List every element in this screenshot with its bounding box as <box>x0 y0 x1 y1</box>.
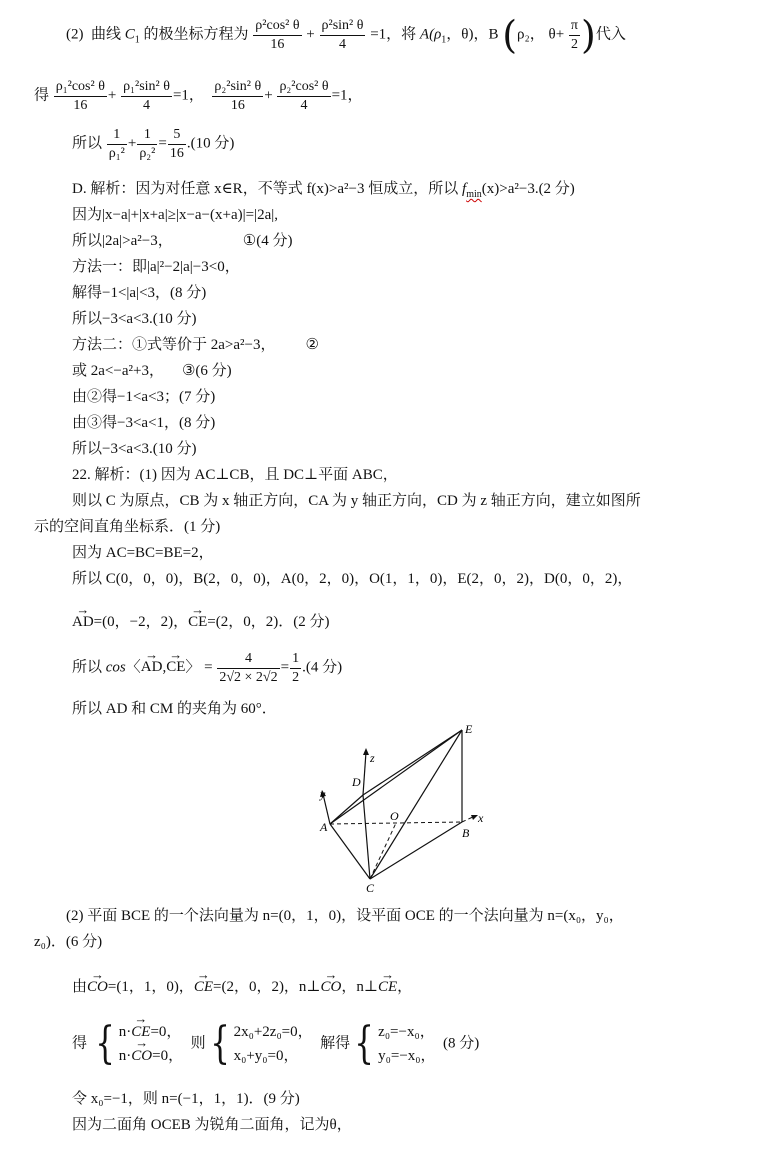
edge-CD <box>363 795 370 879</box>
q22-line1: 22. 解析：(1) 因为 AC⊥CB，且 DC⊥平面 ABC， <box>72 467 398 483</box>
cos-line: 所以 cos〈→ AD,→ CE〉 = $\frac{4}{2√2 \times 2√2}$ = $\frac{1}{2}$ .(4 分) <box>72 650 342 686</box>
label-E: E <box>465 722 473 736</box>
part2-vectors: 由→ CO=(1，1，0)，→ CE=(2，0，2)，n⊥→ CO，n⊥→ CE， <box>72 978 412 996</box>
label-C: C <box>366 881 375 894</box>
substitution-line: 得 $\frac{\text{ρ₁²cos² θ}}{16}$ + $\frac{\text{ρ₁²sin² θ}}{4}$ =1， $\frac{\text{ρ₂²sin² θ}}{16}$ + $\frac{\text{ρ₂²cos² θ}}{4}$ =1， <box>34 79 363 113</box>
fraction: $\frac{1}{\text{ρ₁²}}$ <box>108 127 125 161</box>
q22-line2: 则以 C 为原点，CB 为 x 轴正方向，CA 为 y 轴正方向，CD 为 z 轴正方向，建立如图所 <box>72 493 641 509</box>
solution-D-line4: 方法一：即|a|²−2|a|−3<0， <box>72 259 240 275</box>
fraction: $\frac{4}{2√2 \times 2√2}$ <box>219 651 278 685</box>
q22-line4: 因为 AC=BC=BE=2， <box>72 545 214 561</box>
fraction: $\frac{\text{ρ₁²sin² θ}}{4}$ <box>123 79 170 113</box>
label-A: A <box>320 820 328 834</box>
solution-D-line7: 方法二：①式等价于 2a>a²−3， ② <box>72 337 319 353</box>
part2-line1: (2) 平面 BCE 的一个法向量为 n=(0，1，0)，设平面 OCE 的一个法向量为 n=(x₀，y₀， <box>66 908 624 924</box>
label-y: y <box>320 787 326 801</box>
z-arrow <box>363 748 369 755</box>
solution-D-line10: 由③得−3<a<1，(8 分) <box>72 415 216 431</box>
fraction: $\frac{1}{2}$ <box>292 651 300 685</box>
solution-D-line6: 所以−3<a<3.(10 分) <box>72 311 197 327</box>
equation-system-line: 得 { n·→ CE=0， n·→ CO=0， 则{ 2x₀+2z₀=0， x₀+y₀=0， 解得{ z₀=−x₀， y₀=−x₀， (8 分) <box>72 1020 479 1068</box>
3d-coordinate-figure <box>300 722 500 894</box>
solution-D-line1: D. 解析：因为对任意 x∈R，不等式 f(x)>a²−3 恒成立，所以 $f_{min}(x)>a^2-3.(2$ 分) <box>72 181 575 200</box>
q22-coordinates: 所以 C(0，0，0)，B(2，0，0)，A(0，2，0)，O(1，1，0)，E(2，0，2)，D(0，0，2)， <box>72 571 633 587</box>
part2-line-last2: 因为二面角 OCEB 为锐角二面角，记为θ， <box>72 1117 352 1133</box>
edge-AD <box>330 795 363 824</box>
label-D: D <box>352 775 361 789</box>
angle-line: 所以 AD 和 CM 的夹角为 60°． <box>72 701 277 717</box>
reciprocal-sum-line: 所以 $\frac{1}{\text{ρ₁²}}$ + $\frac{1}{\text{ρ₂²}}$ = $\frac{5}{16}$ .(10 分) <box>72 127 235 161</box>
fraction: $\frac{1}{\text{ρ₂²}}$ <box>139 127 156 161</box>
x-arrow <box>471 815 478 820</box>
label-O: O <box>390 809 399 823</box>
z-axis <box>363 752 366 795</box>
solution-D-line2: 因为|x−a|+|x+a|≥|x−a−(x+a)|=|2a|, <box>72 207 279 223</box>
label-x: x <box>478 811 484 825</box>
edge-DE <box>363 730 462 795</box>
edge-CE <box>370 730 462 879</box>
part2-line2: z₀)．(6 分) <box>34 934 103 950</box>
edge-AC <box>330 824 370 879</box>
fraction: $\frac{\text{ρ₂²sin² θ}}{16}$ <box>214 79 262 113</box>
solution-D-line5: 解得−1<|a|<3，(8 分) <box>72 285 207 301</box>
solution-D-line3: 所以|2a|>a²−3， ①(4 分) <box>72 233 293 249</box>
fraction: $\frac{\text{ρ₂²cos² θ}}{4}$ <box>279 79 329 113</box>
fraction: $\frac{\text{ρ₁²cos² θ}}{16}$ <box>55 79 105 113</box>
fraction: $\frac{5}{16}$ <box>169 127 184 161</box>
q22-line3: 示的空间直角坐标系．(1 分) <box>34 519 221 535</box>
label-B: B <box>462 826 470 840</box>
solution-D-line11: 所以−3<a<3.(10 分) <box>72 441 197 457</box>
edge-CB <box>370 822 462 879</box>
solution-D-line9: 由②得−1<a<3；(7 分) <box>72 389 216 405</box>
polar-equation-line: (2) 曲线 $C_1$ 的极坐标方程为 $\frac{\text{ρ²cos² θ}}{16}$ + $\frac{\text{ρ²sin² θ}}{4}$ =1，将 $A(\rho_1$，θ)，B (ρ₂， θ+ $\frac{\pi}{2}$ )代入 <box>66 13 626 57</box>
vector-line: → AD=(0，−2，2)，→ CE=(2，0，2)．(2 分) <box>72 613 329 631</box>
label-z: z <box>370 751 375 765</box>
fraction: $\frac{\text{ρ²cos² θ}}{16}$ <box>255 18 300 52</box>
part2-line-last1: 令 x₀=−1，则 n=(−1，1，1)．(9 分) <box>72 1091 300 1107</box>
fraction: $\frac{\pi}{2}$ <box>570 18 578 52</box>
solution-D-line8: 或 2a<−a²+3， ③(6 分) <box>72 363 232 379</box>
fraction: $\frac{\text{ρ²sin² θ}}{4}$ <box>321 18 364 52</box>
